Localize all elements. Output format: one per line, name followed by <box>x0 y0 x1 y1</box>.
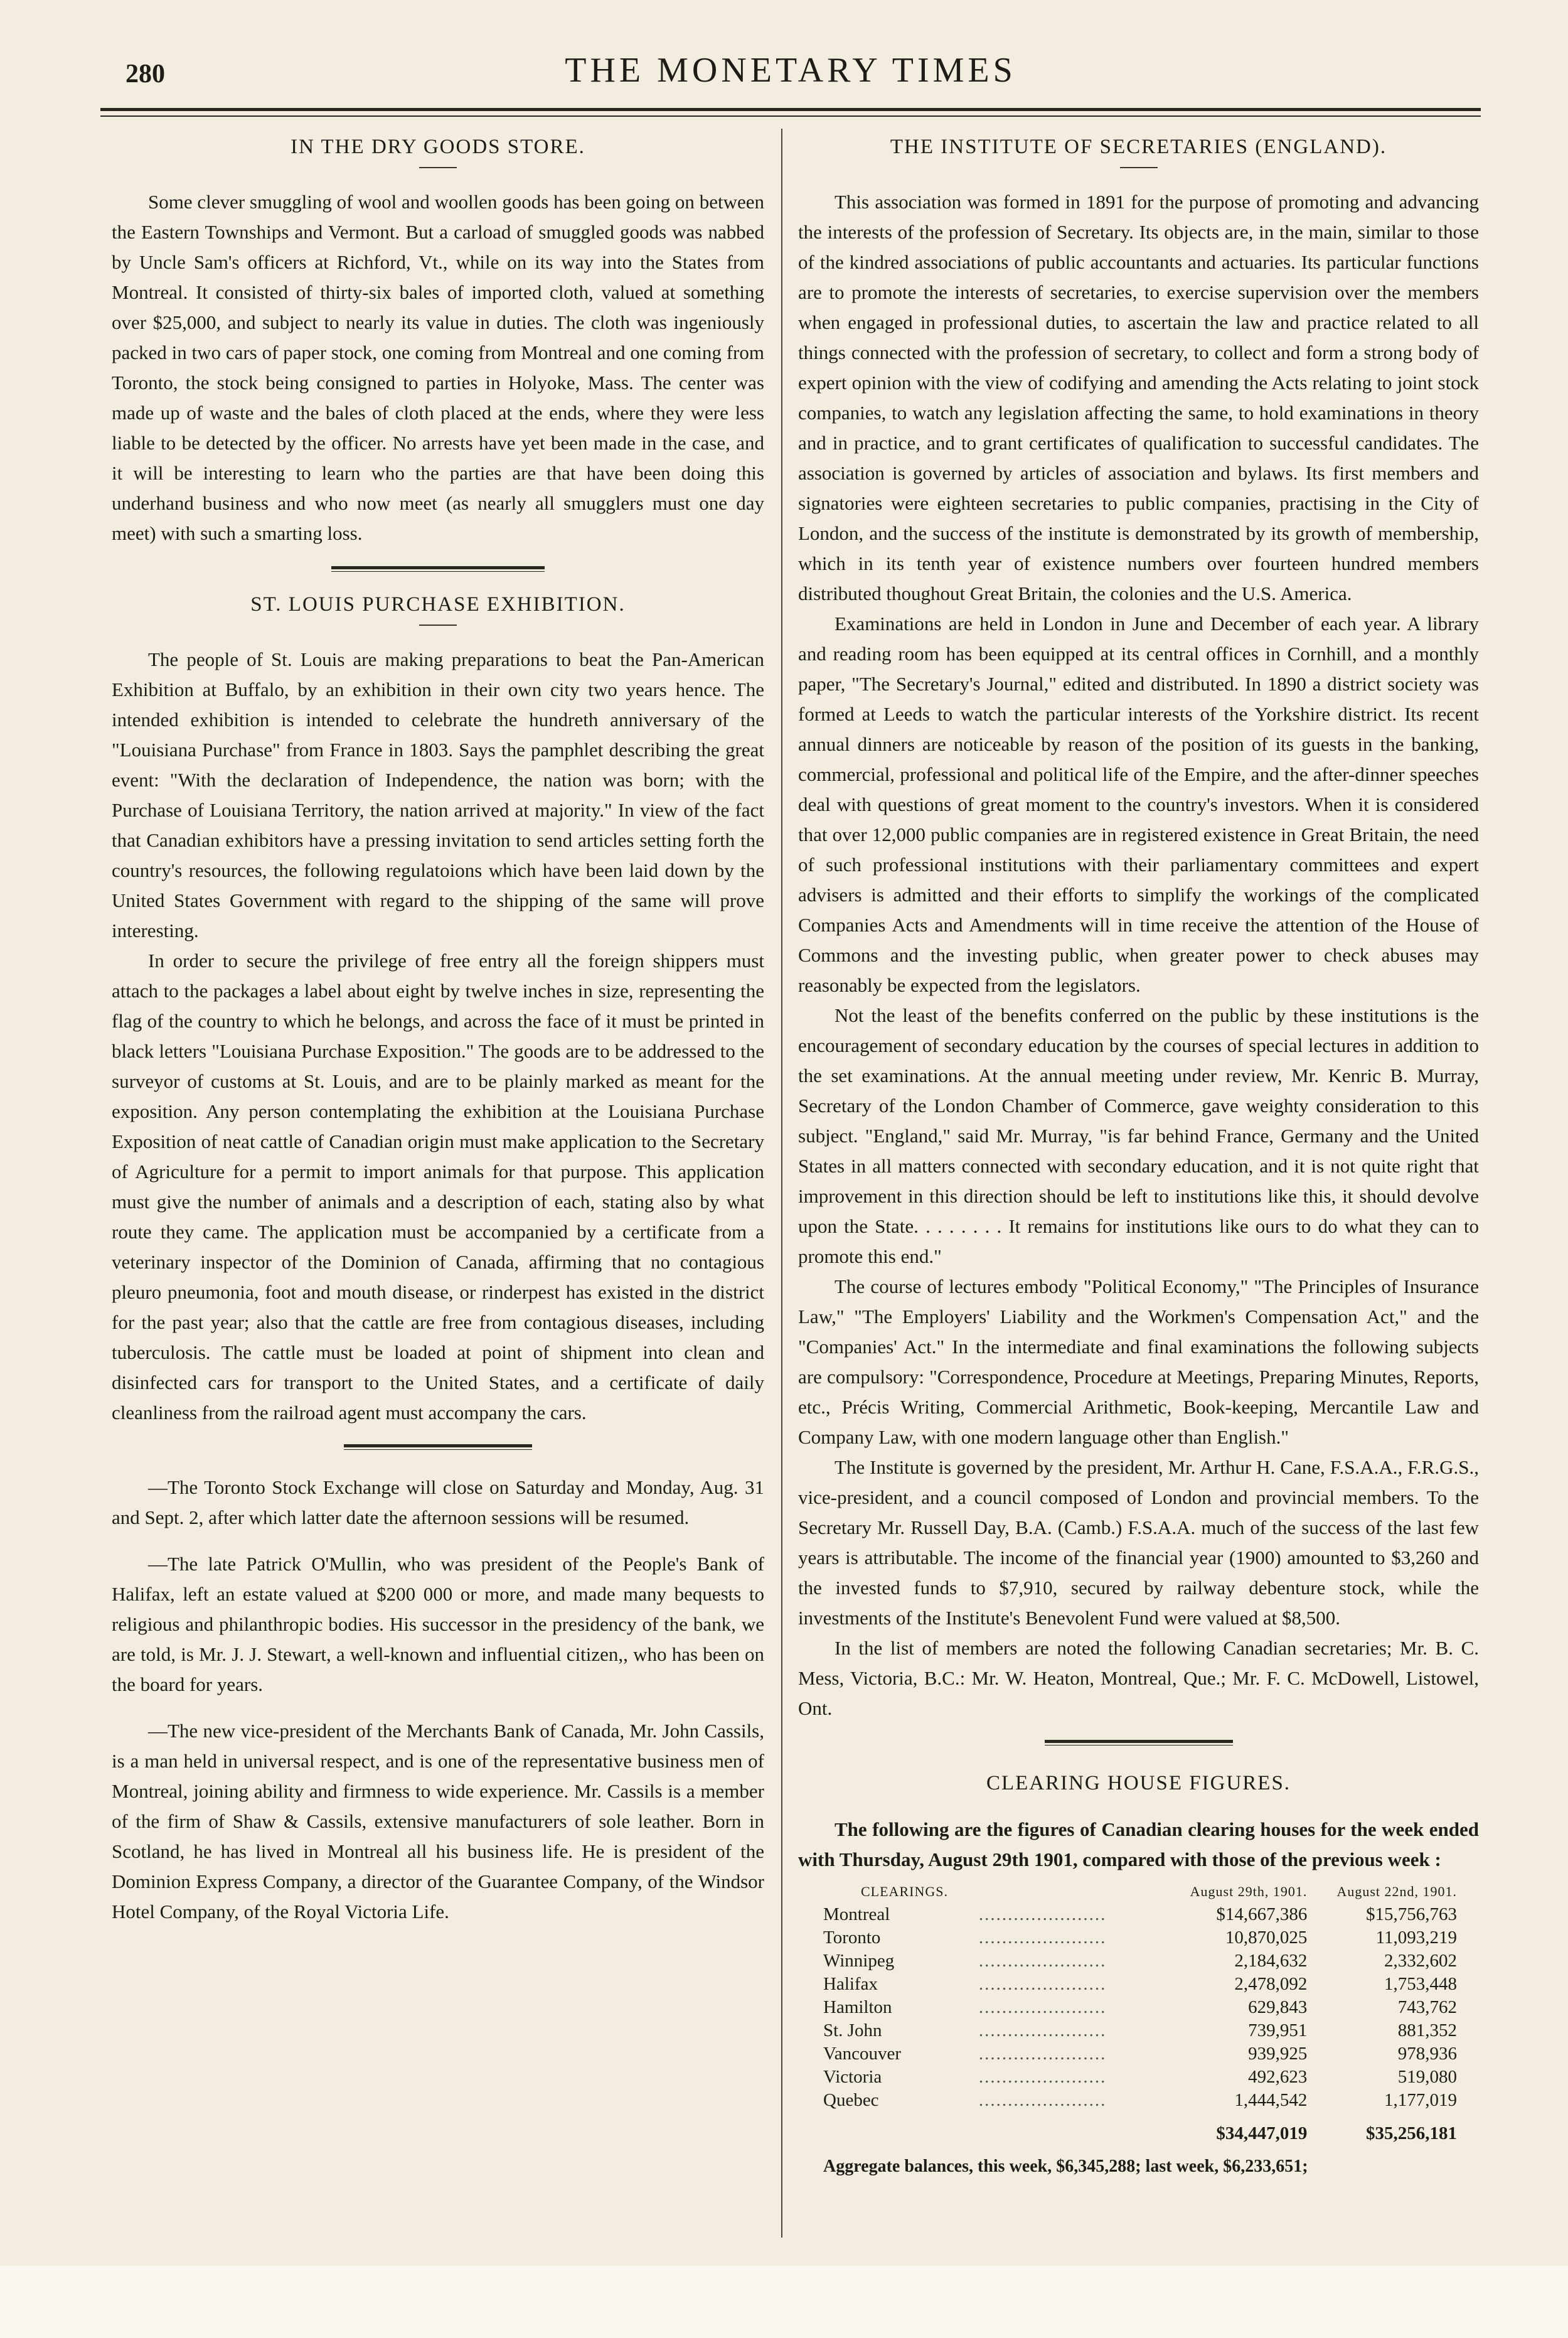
clearing-header-row <box>823 1880 1457 1903</box>
total-previous: $35,256,181 <box>1366 2123 1457 2143</box>
page-header <box>100 50 1481 100</box>
header-rule <box>100 108 1481 111</box>
cell-current: $14,667,386 <box>1216 1904 1308 1924</box>
title-rule <box>419 167 457 168</box>
column-header: August 22nd, 1901. <box>1336 1884 1457 1899</box>
header-rule-thin <box>100 115 1481 117</box>
table-row <box>823 2019 1457 2042</box>
section-divider <box>331 566 545 572</box>
total-current: $34,447,019 <box>1216 2123 1308 2143</box>
article-paragraph: In the list of members are noted the following Canadian secretaries; Mr. B. C. Mess, Victoria, B.C.: Mr. W. Heaton, Montreal, Que.; Mr. F. C. McDowell, Listowel, Ont. <box>798 1637 1479 1719</box>
right-column <box>798 132 1479 2182</box>
cell-previous: 519,080 <box>1397 2067 1457 2087</box>
article-title: CLEARING HOUSE FIGURES. <box>986 1772 1291 1794</box>
article-title: ST. LOUIS PURCHASE EXHIBITION. <box>250 593 626 616</box>
aggregate-balances: Aggregate balances, this week, $6,345,288; last week, $6,233,651; <box>823 2157 1308 2176</box>
article-paragraph: Examinations are held in London in June and December of each year. A library and reading room has been equipped at its central offices in Cornhill, and a monthly paper, "The Secretary's Journal," edited and distributed. In 1890 a district society was formed at Leeds to watch the particular interests of the Yorkshire district. Its recent annual dinners are noticeable by reason of the position of its guests in the banking, commercial, professional and political life of the Empire, and the after-dinner speeches deal with questions of great moment to the country's investors. When it is considered that over 12,000 public companies are in registered existence in Great Britain, the need of such professional institutions with their parliamentary committees and expert advisers is admitted and their efforts to simplify the workings of the complicated Companies Acts and Amendments will in time receive the attention of the House of Commons and the investing public, when greater power to check abuses may reasonably be expected from the legislators. <box>798 613 1479 996</box>
cell-city: St. John <box>823 2020 882 2040</box>
cell-city: Vancouver <box>823 2044 902 2064</box>
column-header: August 29th, 1901. <box>1190 1884 1308 1899</box>
article-paragraph: Some clever smuggling of wool and woollen goods has been going on between the Eastern Townships and Vermont. But a carload of smuggled goods was nabbed by Uncle Sam's officers at Richford, Vt., while on its way into the States from Montreal. It consisted of thirty-six bales of imported cloth, valued at something over $25,000, and subject to nearly its value in duties. The cloth was ingeniously packed in two cars of paper stock, one coming from Montreal and one coming from Toronto, the stock being consigned to parties in Holyoke, Mass. The center was made up of waste and the bales of cloth placed at the ends, where they were less liable to be detected by the officer. No arrests have yet been made in the case, and it will be interesting to learn who the parties are that have been doing this underhand business and who now meet (as nearly all smugglers must one day meet) with such a smarting loss. <box>112 191 764 544</box>
cell-current: 629,843 <box>1248 1997 1308 2017</box>
column-header: CLEARINGS. <box>861 1884 948 1899</box>
article-paragraph: The people of St. Louis are making preparations to beat the Pan-American Exhibition at Buffalo, by an exhibition in their own city two years hence. The intended exhibition is intended to celebrate the hundreth anniversary of the "Louisiana Purchase" from France in 1803. Says the pamphlet describing the great event: "With the declaration of Independence, the nation was born; with the Purchase of Louisiana Territory, the nation arrived at majority." In view of the fact that Canadian exhibitors have a pressing invitation to send articles setting forth the country's resources, the following regulatoions which have been laid down by the United States Government with regard to the shipping of the same will prove interesting. <box>112 648 764 941</box>
article-paragraph: Not the least of the benefits conferred on the public by these institutions is the encouragement of secondary education by the courses of special lectures in addition to the set examinations. At the annual meeting under review, Mr. Kenric B. Murray, Secretary of the London Chamber of Commerce, gave weighty consideration to this subject. "England," said Mr. Murray, "is far behind France, Germany and the United States in all matters connected with secondary education, and it is not quite right that improvement in this direction should be left to institutions like this, it should devolve upon the State. . . . . . . . It remains for institutions like ours to do what they can to promote this end." <box>798 1004 1479 1267</box>
cell-current: 939,925 <box>1248 2044 1308 2064</box>
left-column <box>112 132 764 1927</box>
news-note: —The late Patrick O'Mullin, who was president of the People's Bank of Halifax, left an estate valued at $200 000 or more, and made many bequests to religious and philanthropic bodies. His successor in the presidency of the bank, we are told, is Mr. J. J. Stewart, a well-known and influential citizen,, who has been on the board for years. <box>112 1553 764 1695</box>
cell-dots: ...................... <box>978 2067 1107 2087</box>
article-clearing-house <box>798 1768 1479 2182</box>
table-row <box>823 1996 1457 2019</box>
cell-city: Halifax <box>823 1974 878 1994</box>
article-paragraph: In order to secure the privilege of free entry all the foreign shippers must attach to the packages a label about eight by twelve inches in size, representing the flag of the country to which he belongs, and across the face of it must be printed in black letters "Louisiana Purchase Exposition." The goods are to be addressed to the surveyor of customs at St. Louis, and are to be plainly marked as meant for the exposition. Any person contemplating the exhibition at the Louisiana Purchase Exposition of neat cattle of Canadian origin must make application to the Secretary of Agriculture for a permit to import animals for that purpose. This application must give the number of animals and a description of each, stating also by what route they came. The application must be accompanied by a certificate from a veterinary inspector of the Dominion of Canada, affirming that no contagious pleuro pneumonia, foot and mouth disease, or rinderpest has existed in the district for the past year; also that the cattle are free from contagious diseases, including tuberculosis. The cattle must be loaded at point of shipment into clean and disinfected cars for transport to the United States, and a certificate of daily cleanliness from the railroad agent must accompany the cars. <box>112 950 764 1424</box>
column-divider <box>781 129 782 2238</box>
cell-current: 2,184,632 <box>1234 1951 1308 1971</box>
article-title: THE INSTITUTE OF SECRETARIES (ENGLAND). <box>890 136 1387 158</box>
article-paragraph: This association was formed in 1891 for the purpose of promoting and advancing the interests of the profession of Secretary. Its objects are, in the main, similar to those of the kindred associations of public accountants and actuaries. Its particular functions are to promote the interests of secretaries, to exercise supervision over the members when engaged in professional duties, to ascertain the law and practice related to all things connected with the profession of secretary, to collect and form a strong body of expert opinion with the view of codifying and amending the Acts relating to joint stock companies, to watch any legislation affecting the same, to hold examinations in theory and in practice, and to grant certificates of qualification to successful candidates. The association is governed by articles of association and bylaws. Its first members and signatories were eighteen secretaries to public companies, practising in the City of London, and the success of the institute is demonstrated by its growth of membership, which in its tenth year of existence numbers over fourteen hundred members distributed thoughout Great Britain, the colonies and the U.S. America. <box>798 191 1479 604</box>
cell-previous: 1,753,448 <box>1384 1974 1457 1994</box>
cell-city: Winnipeg <box>823 1951 895 1971</box>
article-paragraph: The Institute is governed by the president, Mr. Arthur H. Cane, F.S.A.A., F.R.G.S., vice-president, and a council composed of London and provincial members. To the Secretary Mr. Russell Day, B.A. (Camb.) F.S.A.A. much of the success of the last few years is attributable. The income of the financial year (1900) amounted to $3,260 and the invested funds to $7,910, secured by railway debenture stock, while the investments of the Institute's Benevolent Fund were valued at $8,500. <box>798 1456 1479 1629</box>
cell-dots: ...................... <box>978 1951 1107 1971</box>
article-paragraph: The course of lectures embody "Political Economy," "The Principles of Insurance Law," "The Employers' Liability and the Workmen's Compensation Act," and the "Companies' Act." In the intermediate and final examinations the following subjects are compulsory: "Correspondence, Procedure at Meetings, Preparing Minutes, Reports, etc., Précis Writing, Commercial Arithmetic, Book-keeping, Mercantile Law and Company Law, with one modern language other than English." <box>798 1275 1479 1448</box>
cell-city: Quebec <box>823 2090 879 2110</box>
news-note: —The new vice-president of the Merchants Bank of Canada, Mr. John Cassils, is a man held in universal respect, and is one of the representative business men of Montreal, joining ability and firmness to wide experience. Mr. Cassils is a member of the firm of Shaw & Cassils, extensive manufacturers of sole leather. Born in Scotland, he has lived in Montreal all his business life. He is president of the Dominion Express Company, a director of the Guarantee Company, of the Windsor Hotel Company, of the Royal Victoria Life. <box>112 1720 764 1922</box>
cell-previous: 11,093,219 <box>1375 1928 1457 1948</box>
cell-current: 739,951 <box>1248 2020 1308 2040</box>
table-row <box>823 1903 1457 1926</box>
table-row <box>823 1926 1457 1949</box>
cell-dots: ...................... <box>978 1974 1107 1994</box>
cell-dots: ...................... <box>978 1904 1107 1924</box>
cell-current: 1,444,542 <box>1234 2090 1308 2110</box>
article-st-louis <box>112 589 764 1428</box>
cell-dots: ...................... <box>978 1997 1107 2017</box>
table-row <box>823 2089 1457 2112</box>
table-row <box>823 2042 1457 2066</box>
cell-city: Hamilton <box>823 1997 892 2017</box>
table-row <box>823 1973 1457 1996</box>
cell-previous: $15,756,763 <box>1366 1904 1457 1924</box>
clearing-total-row <box>823 2112 1457 2145</box>
cell-city: Toronto <box>823 1928 881 1948</box>
cell-previous: 978,936 <box>1397 2044 1457 2064</box>
masthead-title: THE MONETARY TIMES <box>565 51 1016 90</box>
cell-dots: ...................... <box>978 2020 1107 2040</box>
page-bottom-margin <box>0 2266 1568 2338</box>
cell-current: 2,478,092 <box>1234 1974 1308 1994</box>
page-number: 280 <box>125 60 165 88</box>
section-divider <box>344 1444 532 1450</box>
article-title: IN THE DRY GOODS STORE. <box>291 136 585 158</box>
title-rule <box>419 625 457 626</box>
clearing-table <box>823 1880 1457 2145</box>
clearing-intro: The following are the figures of Canadian clearing houses for the week ended with Thursday, August 29th 1901, compared with those of the previous week : <box>798 1818 1479 1870</box>
news-notes <box>112 1472 764 1927</box>
table-row <box>823 2066 1457 2089</box>
cell-city: Montreal <box>823 1904 890 1924</box>
cell-current: 492,623 <box>1248 2067 1308 2087</box>
article-dry-goods <box>112 132 764 549</box>
cell-previous: 743,762 <box>1397 1997 1457 2017</box>
cell-previous: 2,332,602 <box>1384 1951 1457 1971</box>
cell-city: Victoria <box>823 2067 882 2087</box>
cell-previous: 1,177,019 <box>1384 2090 1457 2110</box>
section-divider <box>1045 1740 1233 1745</box>
article-institute <box>798 132 1479 1724</box>
cell-dots: ...................... <box>978 2044 1107 2064</box>
cell-dots: ...................... <box>978 1928 1107 1948</box>
table-row <box>823 1949 1457 1973</box>
cell-dots: ...................... <box>978 2090 1107 2110</box>
title-rule <box>1120 167 1158 168</box>
cell-current: 10,870,025 <box>1225 1928 1308 1948</box>
news-note: —The Toronto Stock Exchange will close on Saturday and Monday, Aug. 31 and Sept. 2, after which latter date the afternoon sessions will be resumed. <box>112 1476 764 1528</box>
cell-previous: 881,352 <box>1397 2020 1457 2040</box>
